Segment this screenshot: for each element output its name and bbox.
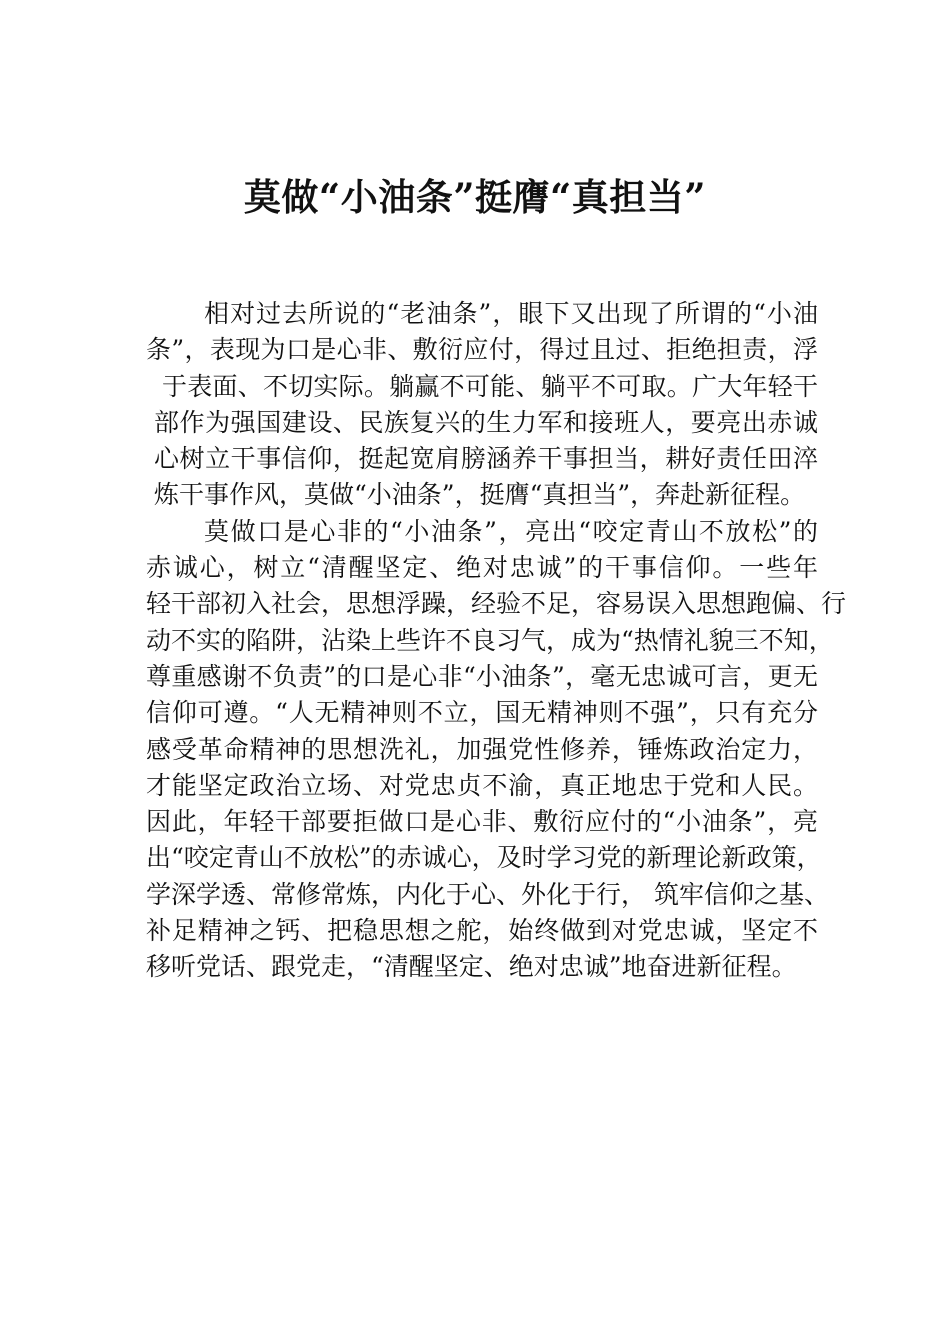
- paragraph-line: 移听党话、跟党走，“清醒坚定、绝对忠诚”地奋进新征程。: [146, 952, 797, 982]
- paragraph-line: 莫做口是心非的“小油条”，亮出“咬定青山不放松”的: [204, 516, 818, 546]
- paragraph-line: 条”，表现为口是心非、敷衍应付，得过且过、拒绝担责，浮: [146, 335, 818, 365]
- paragraph-line: 部作为强国建设、民族复兴的生力军和接班人，要亮出赤诚: [154, 407, 818, 437]
- paragraph-2: [146, 514, 847, 986]
- paragraph-line: 炼干事作风，莫做“小油条”，挺膺“真担当”，奔赴新征程。: [154, 480, 806, 510]
- paragraph-1: [146, 296, 818, 514]
- paragraph-line: 补足精神之钙、把稳思想之舵，始终做到对党忠诚，坚定不: [146, 916, 818, 946]
- paragraph-line: 尊重感谢不负责”的口是心非“小油条”，毫无忠诚可言，更无: [146, 661, 818, 691]
- document-body: [146, 296, 847, 986]
- paragraph-line: 动不实的陷阱，沾染上些许不良习气，成为“热情礼貌三不知，: [146, 625, 834, 655]
- paragraph-line: 信仰可遵。“人无精神则不立，国无精神则不强”，只有充分: [146, 698, 818, 728]
- paragraph-line: 轻干部初入社会，思想浮躁，经验不足，容易误入思想跑偏、行: [146, 589, 847, 619]
- paragraph-line: 相对过去所说的“老油条”，眼下又出现了所谓的“小油: [204, 299, 818, 328]
- paragraph-line: 赤诚心，树立“清醒坚定、绝对忠诚”的干事信仰。一些年: [146, 553, 818, 583]
- paragraph-line: 于表面、不切实际。躺赢不可能、躺平不可取。广大年轻干: [162, 371, 818, 401]
- document-title: 莫做“小油条”挺膺“真担当”: [243, 175, 707, 219]
- paragraph-line: 学深学透、常修常炼，内化于心、外化于行， 筑牢信仰之基、: [146, 879, 829, 909]
- paragraph-line: 心树立干事信仰，挺起宽肩膀涵养干事担当，耕好责任田淬: [154, 444, 818, 474]
- paragraph-line: 因此，年轻干部要拒做口是心非、敷衍应付的“小油条”，亮: [146, 807, 818, 837]
- paragraph-line: 感受革命精神的思想洗礼，加强党性修养，锤炼政治定力，: [146, 734, 818, 764]
- paragraph-line: 才能坚定政治立场、对党忠贞不渝，真正地忠于党和人民。: [146, 770, 818, 800]
- paragraph-line: 出“咬定青山不放松”的赤诚心，及时学习党的新理论新政策，: [146, 843, 822, 873]
